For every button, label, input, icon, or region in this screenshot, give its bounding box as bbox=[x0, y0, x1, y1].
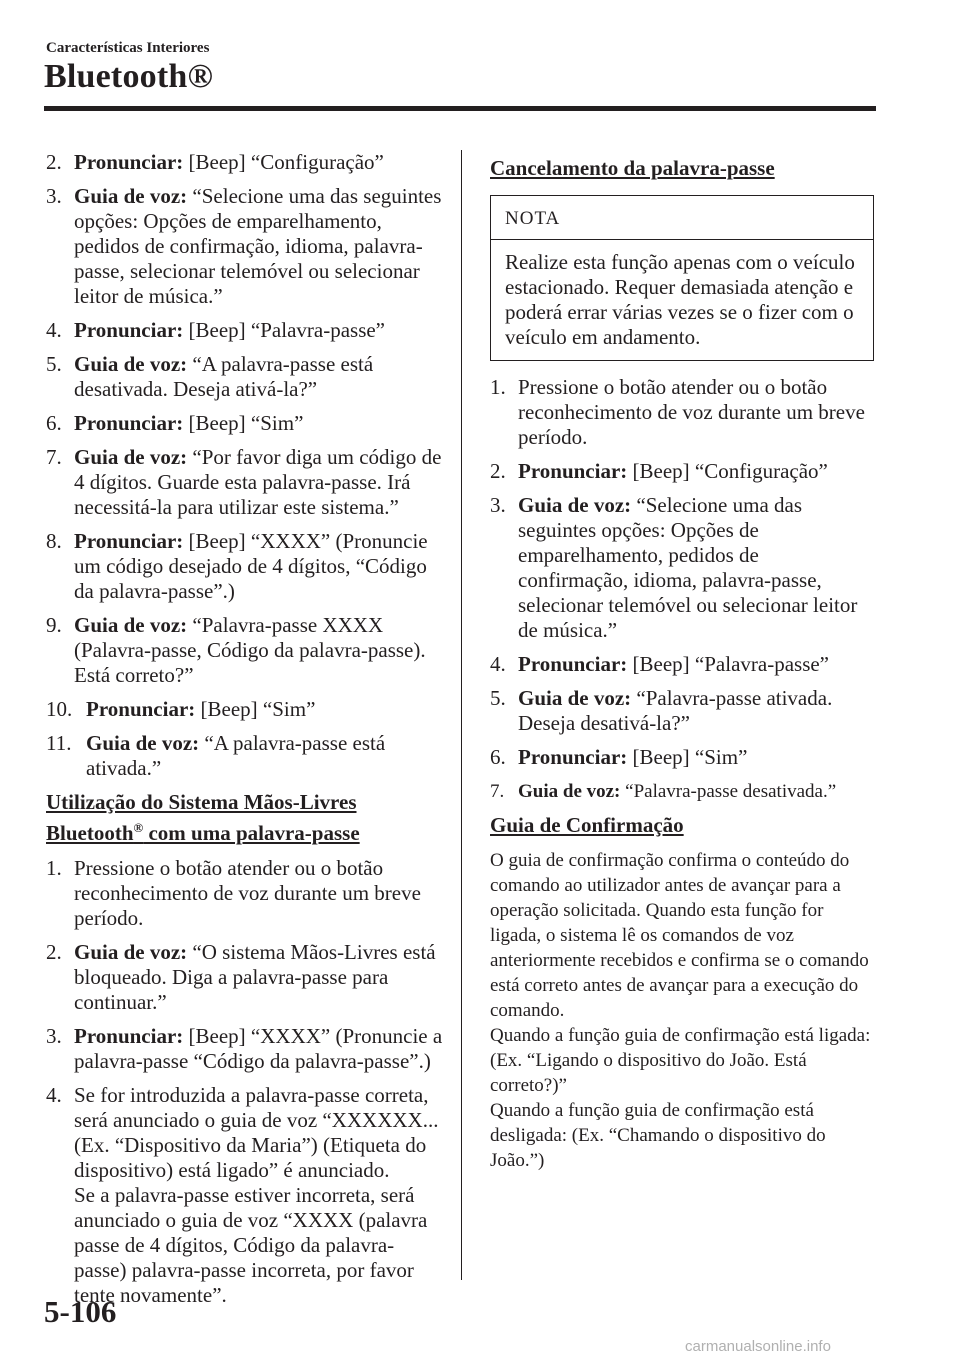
step-item bbox=[46, 445, 446, 520]
step-item bbox=[46, 150, 446, 175]
heading-text: Utilização do Sistema Mãos-Livres Bluetooth bbox=[46, 790, 357, 845]
watermark: carmanualsonline.info bbox=[685, 1338, 831, 1355]
step-text: [Beep] “XXXX” (Pronuncie a palavra-passe “Código da palavra-passe”.) bbox=[74, 1024, 443, 1073]
left-steps-list-2 bbox=[46, 856, 446, 1074]
step-item bbox=[490, 493, 874, 643]
step-item bbox=[46, 318, 446, 343]
heading-handsfree-password bbox=[46, 790, 446, 846]
heading-cancel-password: Cancelamento da palavra-passe bbox=[490, 156, 775, 180]
step-label: Pronunciar: bbox=[74, 529, 184, 553]
step-number: 8. bbox=[46, 529, 62, 553]
step-number: 2. bbox=[46, 150, 62, 174]
step-label: Guia de voz: bbox=[86, 731, 200, 755]
step-item bbox=[490, 375, 874, 450]
step-number: 3. bbox=[46, 184, 62, 208]
header-rule bbox=[44, 106, 876, 111]
step-number: 4. bbox=[46, 318, 62, 342]
step-text: “O sistema Mãos-Livres está bloqueado. Diga a palavra-passe para continuar.” bbox=[74, 940, 436, 1014]
step-text: Se for introduzida a palavra-passe correta, será anunciado o guia de voz “XXXXXX... (Ex. “Dispositivo da Maria”) (Etiqueta do dispositivo) está ligado” é anunciado. bbox=[74, 1083, 439, 1182]
step-item bbox=[46, 411, 446, 436]
step-item bbox=[46, 731, 446, 781]
step-text: [Beep] “Sim” bbox=[627, 745, 748, 769]
step-label: Guia de voz: bbox=[74, 940, 188, 964]
step-text: [Beep] “Sim” bbox=[195, 697, 316, 721]
step-label: Pronunciar: bbox=[518, 459, 628, 483]
step-text: [Beep] “Palavra-passe” bbox=[627, 652, 830, 676]
step-label: Pronunciar: bbox=[518, 652, 628, 676]
step-text: [Beep] “Configuração” bbox=[627, 459, 828, 483]
step-number: 3. bbox=[490, 493, 506, 517]
step-text: “Selecione uma das seguintes opções: Opções de emparelhamento, pedidos de confirmação, idioma, palavra-passe, selecionar telemóvel ou selecionar leitor de música.” bbox=[74, 184, 442, 308]
step-item bbox=[490, 652, 874, 677]
step-text: [Beep] “Sim” bbox=[183, 411, 304, 435]
step-number: 5. bbox=[46, 352, 62, 376]
step-text: [Beep] “XXXX” (Pronuncie um código desejado de 4 dígitos, “Código da palavra-passe”.) bbox=[74, 529, 428, 603]
step-item bbox=[46, 352, 446, 402]
note-body: Realize esta função apenas com o veículo estacionado. Requer demasiada atenção e poderá errar várias vezes se o fizer com o veículo em andamento. bbox=[505, 250, 855, 349]
step-number: 1. bbox=[46, 856, 62, 880]
step-number: 4. bbox=[490, 652, 506, 676]
step-number: 3. bbox=[46, 1024, 62, 1048]
step-label: Pronunciar: bbox=[86, 697, 196, 721]
step-label: Pronunciar: bbox=[518, 745, 628, 769]
paragraph: Quando a função guia de confirmação está desligada: (Ex. “Chamando o dispositivo do João.”) bbox=[490, 1100, 826, 1171]
step-text: “A palavra-passe está ativada.” bbox=[86, 731, 386, 780]
step-number: 7. bbox=[46, 445, 62, 469]
step-label: Pronunciar: bbox=[74, 150, 184, 174]
step-number: 11. bbox=[46, 731, 72, 755]
step-item bbox=[46, 184, 446, 309]
column-divider bbox=[461, 150, 462, 1280]
step-item bbox=[46, 1024, 446, 1074]
step-item bbox=[46, 1083, 446, 1308]
step-text: “Por favor diga um código de 4 dígitos. Guarde esta palavra-passe. Irá necessitá-la para utilizar este sistema.” bbox=[74, 445, 442, 519]
step-item bbox=[490, 745, 874, 770]
step-number: 4. bbox=[46, 1083, 62, 1107]
step-label: Guia de voz: bbox=[518, 781, 621, 802]
paragraph: O guia de confirmação confirma o conteúdo do comando ao utilizador antes de avançar para a operação solicitada. Quando esta função for ligada, o sistema lê os comandos de voz anteriormente recebidos e confirma se o comando está correto antes de avançar para a execução do comando. bbox=[490, 850, 869, 1021]
step-item bbox=[46, 697, 446, 722]
registered-mark: ® bbox=[133, 820, 144, 835]
step-text: [Beep] “Palavra-passe” bbox=[183, 318, 386, 342]
note-box bbox=[490, 195, 874, 361]
step-item bbox=[490, 779, 874, 804]
section-label: Características Interiores bbox=[46, 40, 210, 56]
step-text: “A palavra-passe está desativada. Deseja ativá-la?” bbox=[74, 352, 374, 401]
step-item bbox=[46, 529, 446, 604]
paragraph: Quando a função guia de confirmação está ligada: (Ex. “Ligando o dispositivo do João. Está correto?)” bbox=[490, 1025, 871, 1096]
step-label: Guia de voz: bbox=[74, 352, 188, 376]
step-text: Se a palavra-passe estiver incorreta, será anunciado o guia de voz “XXXX (palavra passe de 4 dígitos, Código da palavra-passe) palavra-passe incorreta, por favor tente novamente”. bbox=[74, 1183, 428, 1307]
step-text: “Palavra-passe ativada. Deseja desativá-la?” bbox=[518, 686, 833, 735]
step-text: “Palavra-passe desativada.” bbox=[620, 781, 837, 802]
step-label: Guia de voz: bbox=[518, 493, 632, 517]
heading-confirmation-guide: Guia de Confirmação bbox=[490, 813, 684, 837]
step-text: Pressione o botão atender ou o botão reconhecimento de voz durante um breve período. bbox=[518, 375, 865, 449]
right-column bbox=[490, 150, 874, 1173]
step-number: 2. bbox=[490, 459, 506, 483]
step-item bbox=[490, 686, 874, 736]
step-item bbox=[46, 856, 446, 931]
step-label: Pronunciar: bbox=[74, 318, 184, 342]
heading-text-tail: com uma palavra-passe bbox=[143, 821, 360, 845]
left-steps-list bbox=[46, 150, 446, 781]
step-number: 9. bbox=[46, 613, 62, 637]
step-number: 5. bbox=[490, 686, 506, 710]
step-label: Guia de voz: bbox=[74, 184, 188, 208]
step-item bbox=[490, 459, 874, 484]
step-text: “Selecione uma das seguintes opções: Opções de emparelhamento, pedidos de confirmação, idioma, palavra-passe, selecionar telemóvel ou selecionar leitor de música.” bbox=[518, 493, 858, 642]
step-text: Pressione o botão atender ou o botão reconhecimento de voz durante um breve período. bbox=[74, 856, 421, 930]
step-text: “Palavra-passe XXXX (Palavra-passe, Código da palavra-passe). Está correto?” bbox=[74, 613, 426, 687]
step-number: 6. bbox=[46, 411, 62, 435]
step-label: Pronunciar: bbox=[74, 1024, 184, 1048]
step-label: Guia de voz: bbox=[518, 686, 632, 710]
step-number: 6. bbox=[490, 745, 506, 769]
step-item bbox=[46, 940, 446, 1015]
step-label: Guia de voz: bbox=[74, 613, 188, 637]
left-column bbox=[46, 150, 446, 1317]
step-number: 2. bbox=[46, 940, 62, 964]
step-text: [Beep] “Configuração” bbox=[183, 150, 384, 174]
step-label: Pronunciar: bbox=[74, 411, 184, 435]
step-item bbox=[46, 613, 446, 688]
right-steps-list bbox=[490, 375, 874, 770]
step-number: 1. bbox=[490, 375, 506, 399]
chapter-title: Bluetooth® bbox=[44, 58, 214, 95]
note-title: NOTA bbox=[491, 196, 873, 240]
step-number: 7. bbox=[490, 781, 505, 802]
page-number: 5-106 bbox=[44, 1294, 117, 1329]
step-label: Guia de voz: bbox=[74, 445, 188, 469]
step-number: 10. bbox=[46, 697, 73, 721]
